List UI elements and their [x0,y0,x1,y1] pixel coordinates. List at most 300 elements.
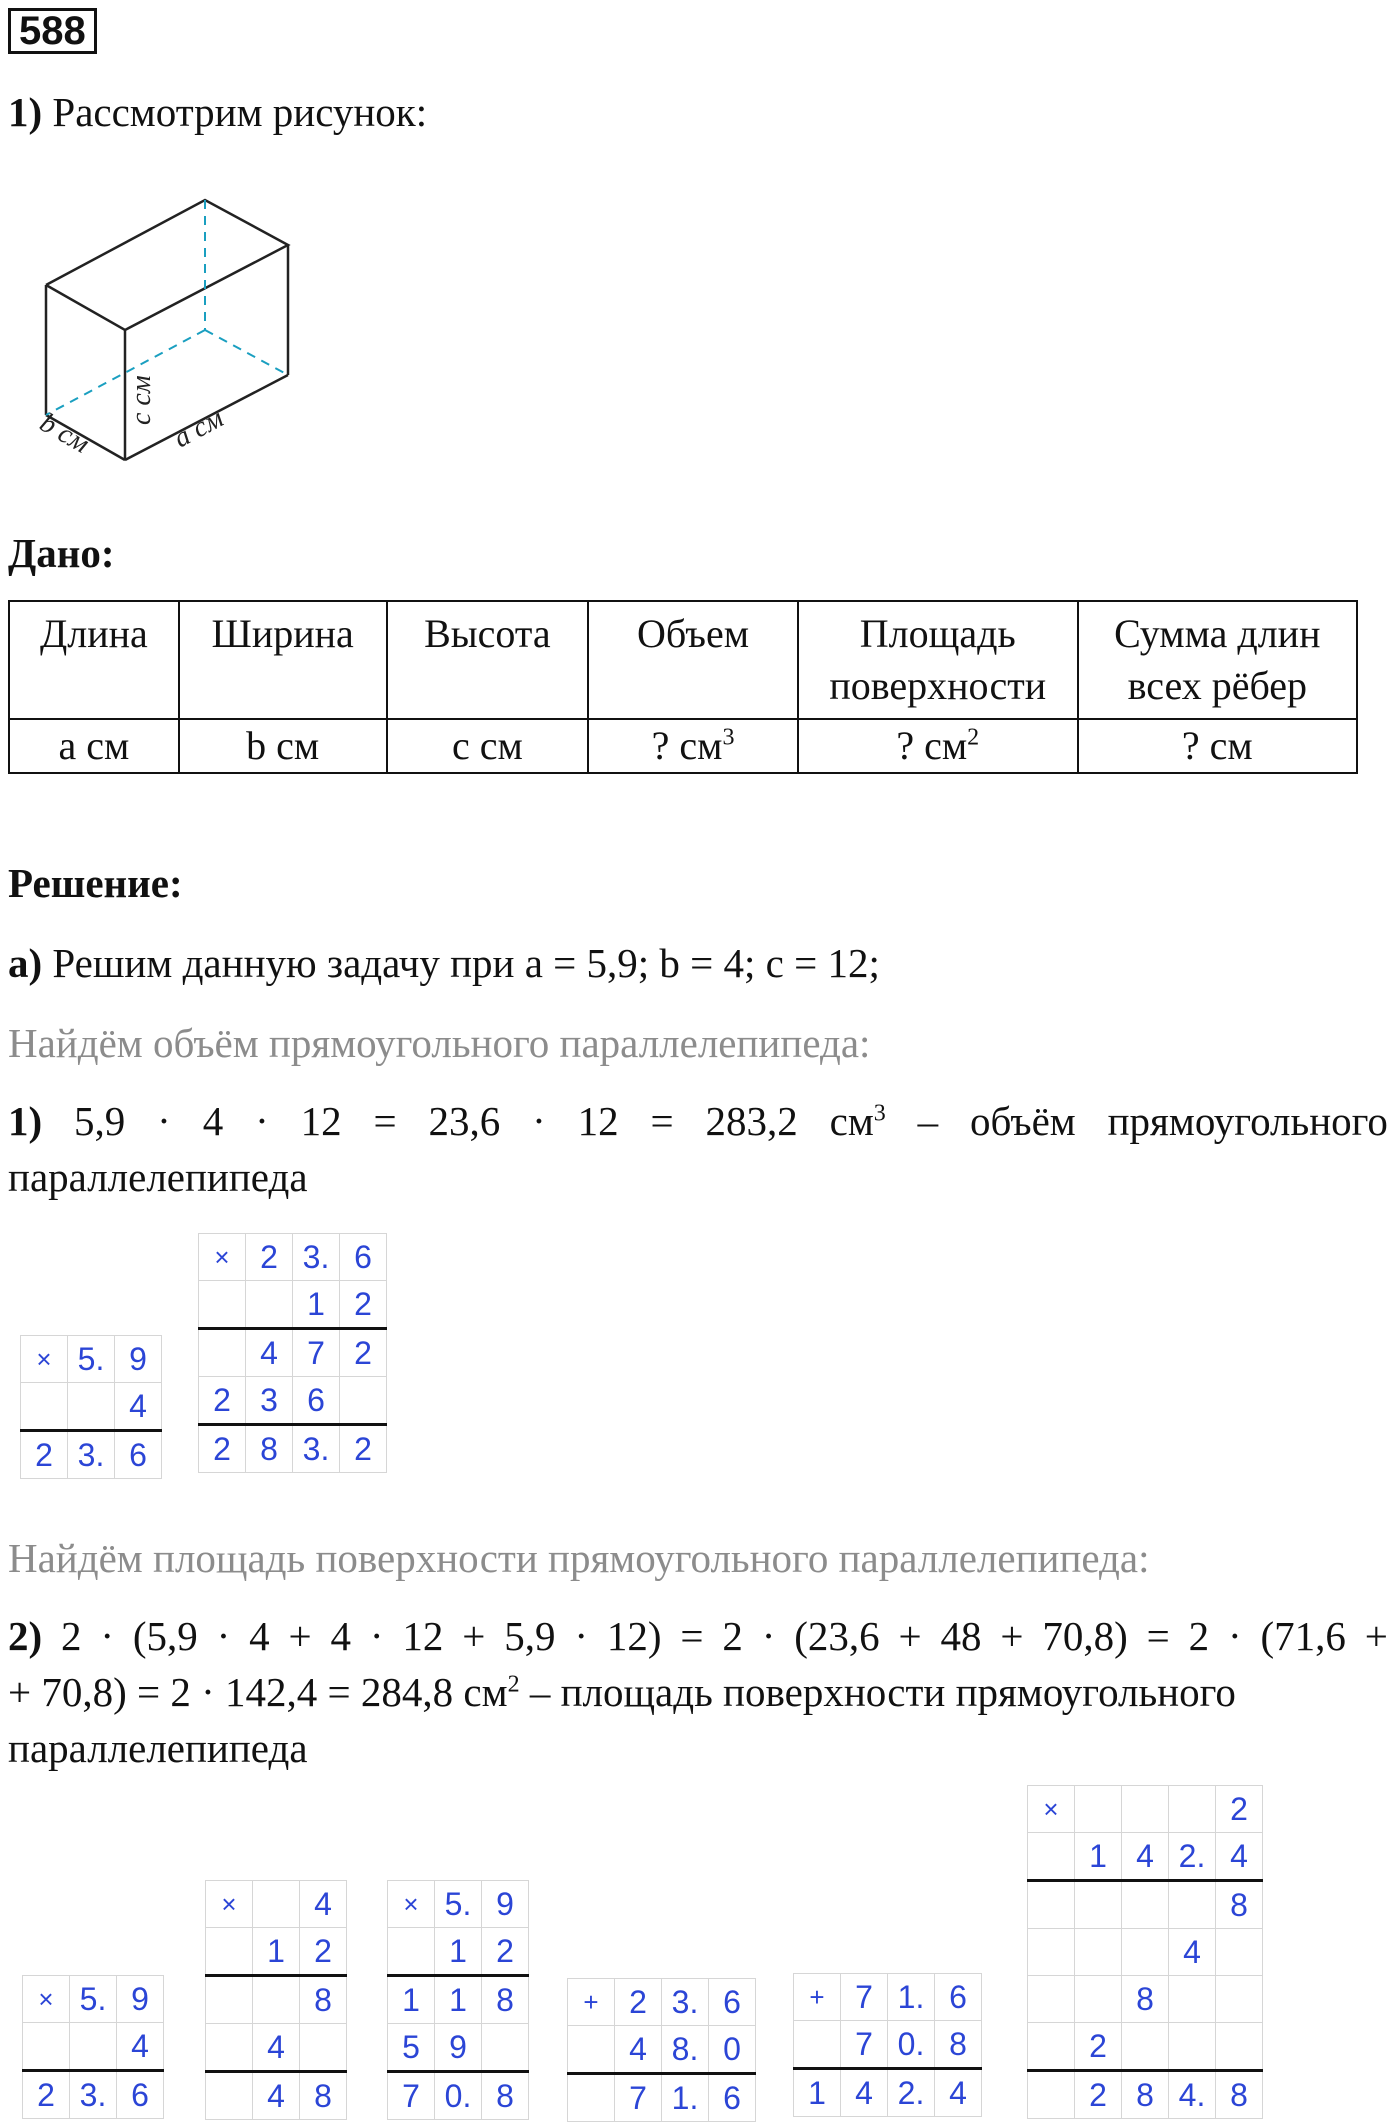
calc-cell: 7 [615,2074,662,2122]
calc-cell: 1. [888,1974,935,2021]
calc-cell: 2 [340,1281,387,1329]
math-token: – [917,1098,939,1144]
calc-row [388,1928,529,1976]
calc-row [1028,1786,1263,1833]
calc-cell [1169,1976,1216,2023]
math-token-wrap [1189,1608,1210,1664]
calc-cell: 2 [246,1234,293,1281]
math-token-wrap [133,1608,198,1664]
calc-cell [1028,1833,1075,1881]
calc-cell: 4 [1122,1833,1169,1881]
math-token-wrap [1260,1608,1345,1664]
math-token-wrap [331,1608,352,1664]
calc-cell: 4 [300,1881,347,1928]
calc-row [794,2021,982,2069]
math-token-wrap [8,1093,42,1149]
math-token: прямоугольного [1107,1098,1388,1144]
math-token: 70,8) [1042,1613,1128,1659]
calc-cell: 4 [115,1383,162,1431]
label-b: b см [34,407,95,460]
calc-cell: 2. [888,2069,935,2117]
calc-cell [1028,2071,1075,2119]
given-header-text: Высота [424,611,551,656]
math-token: = [1146,1613,1170,1659]
math-token: · [255,1098,269,1144]
math-token-wrap [289,1608,312,1664]
calc-cell: 4 [1169,1929,1216,1976]
calc-cell: + [794,1974,841,2021]
calc-cell [568,2074,615,2122]
solution-title: Решение: [8,860,183,906]
calc-cell: 5 [388,2024,435,2072]
calc-row [206,1881,347,1928]
math-token: · [761,1613,776,1659]
math-token-wrap [1108,1093,1388,1149]
math-token-wrap [706,1093,798,1149]
math-token-wrap [100,1608,114,1664]
calc-cell: 2 [1216,1786,1263,1833]
math-sup: 3 [873,1100,886,1127]
calc-cell: 1 [388,1976,435,2024]
math-token-wrap [301,1093,342,1149]
given-header-row [9,601,1357,719]
math-token-wrap [255,1093,269,1149]
math-token: 1) [8,1098,43,1144]
math-token-wrap [504,1608,555,1664]
math-token-wrap [722,1608,743,1664]
calc-cell: 0. [888,2021,935,2069]
calc-cell: 2 [1075,2023,1122,2071]
given-value-cell [9,719,179,773]
calc-cell: 8. [662,2026,709,2074]
part-a-text: Решим данную задачу при а = 5,9; b = 4; с = 12; [42,940,880,986]
calc-cell: 4 [615,2026,662,2074]
math-token-wrap [1147,1608,1170,1664]
calc-cell [70,2023,117,2071]
math-token-wrap [680,1608,703,1664]
calc-cell: 7 [293,1329,340,1377]
calc-cell: 3. [293,1425,340,1473]
calc-sum-71.6-70.8 [793,1973,982,2117]
problem-number: 588 [8,8,97,54]
math-token-wrap [1365,1608,1388,1664]
calc-row [23,1976,164,2023]
calc-cell [300,2024,347,2072]
math-token: 4 [202,1098,224,1144]
given-value-cell [588,719,798,773]
given-value-text: ? см [651,723,723,768]
math-token-wrap [578,1093,619,1149]
given-value-text: ? см [896,723,968,768]
calc-cell: 6 [340,1234,387,1281]
calc-cell: 9 [117,1976,164,2023]
calc-cell: 6 [115,1431,162,1479]
calc-row [1028,1929,1263,1976]
given-header-text: Объем [637,611,750,656]
calc-cell: 2 [21,1431,68,1479]
math-token: (71,6 [1260,1613,1346,1659]
math-token: + [898,1613,922,1659]
calc-cell [1028,1881,1075,1929]
given-header-cell [387,601,589,719]
calc-cell [1122,1786,1169,1833]
calc-cell [246,1281,293,1329]
calc-cell: 1 [435,1928,482,1976]
math-token: 2) [8,1613,43,1659]
part1-label: 1) [8,89,43,135]
calc-cell: 9 [435,2024,482,2072]
calc-cell: 5. [435,1881,482,1928]
calc-cell: 7 [388,2072,435,2120]
calc-cell: 3 [246,1377,293,1425]
calc-cell: 2. [1169,1833,1216,1881]
calc-cell [199,1281,246,1329]
math-token-wrap [217,1608,231,1664]
given-header-cell [798,601,1078,719]
calc-row [206,1928,347,1976]
parallelepiped-figure [20,170,320,480]
math-token: · [100,1613,115,1659]
calc-row [1028,1881,1263,1929]
calc-row [199,1377,387,1425]
calc-cell: 8 [482,2072,529,2120]
part-a-line [8,935,880,991]
calc-cell: 1 [293,1281,340,1329]
math-token: 12 [402,1613,444,1659]
given-header-cell [588,601,798,719]
calc-cell [21,1383,68,1431]
calc-cell: 6 [117,2071,164,2119]
calc-cell [1075,1929,1122,1976]
calc-sum-23.6-48 [567,1978,756,2122]
math-token-wrap [940,1608,981,1664]
calc-row [206,2072,347,2120]
math-token-wrap [794,1608,879,1664]
calc-cell: 3. [293,1234,340,1281]
math-token-wrap [1042,1608,1127,1664]
calc-cell [253,1976,300,2024]
calc-cell: × [206,1881,253,1928]
calc-5.9x4-a [20,1335,162,1479]
math-token-wrap [370,1608,384,1664]
calc-cell: × [199,1234,246,1281]
math-token-wrap [249,1608,270,1664]
calc-cell: 1 [253,1928,300,1976]
math-token: · [369,1613,384,1659]
math-token-wrap [61,1608,82,1664]
math-token: · [574,1613,588,1659]
given-header-text: поверхности [829,663,1047,708]
given-value-cell [179,719,387,773]
calc-cell: 4 [1216,1833,1263,1881]
calc-cell: 8 [300,2072,347,2120]
math-token-wrap [830,1093,886,1149]
calc-row [568,2074,756,2122]
calc-cell: × [23,1976,70,2023]
calc-cell: 8 [1216,2071,1263,2119]
step1-line [8,1093,1388,1149]
calc-row [388,1976,529,2024]
math-token: = [680,1613,704,1659]
math-token: (5,9 [132,1613,198,1659]
math-token-wrap [402,1608,443,1664]
calc-cell [206,1976,253,2024]
calc-row [1028,1833,1263,1881]
calc-cell: 8 [1122,1976,1169,2023]
calc-cell [1169,1881,1216,1929]
calc-row [1028,2071,1263,2119]
math-token: 283,2 [705,1098,798,1144]
calc-cell: 0. [435,2072,482,2120]
math-token: 23,6 [428,1098,501,1144]
calc-cell: 1 [794,2069,841,2117]
math-token-wrap [651,1093,674,1149]
calc-4x12 [205,1880,347,2120]
calc-cell: 2 [340,1329,387,1377]
math-token-wrap [1228,1608,1242,1664]
step2-sup: 2 [507,1671,520,1698]
calc-row [199,1234,387,1281]
step2-line2b: – площадь поверхности прямоугольного [519,1669,1236,1715]
calc-cell: 2 [340,1425,387,1473]
calc-cell: 6 [293,1377,340,1425]
math-token-wrap [373,1093,396,1149]
calc-row [568,1979,756,2026]
math-token: + [1000,1613,1024,1659]
calc-row [206,1976,347,2024]
calc-cell: 6 [709,2074,756,2122]
calc-cell: 9 [482,1881,529,1928]
calc-cell [1075,1976,1122,2023]
math-token-wrap [8,1608,42,1664]
calc-cell: 8 [1122,2071,1169,2119]
calc-cell [1028,1929,1075,1976]
given-header-cell [1078,601,1357,719]
calc-cell [206,1928,253,1976]
calc-row [21,1431,162,1479]
calc-row [388,2072,529,2120]
calc-cell [1169,2023,1216,2071]
math-token-wrap [462,1608,485,1664]
calc-cell: + [568,1979,615,2026]
calc-cell: × [1028,1786,1075,1833]
given-value-cell [798,719,1078,773]
calc-cell: 2 [23,2071,70,2119]
calc-cell [340,1377,387,1425]
given-header-cell [179,601,387,719]
given-table [8,600,1358,774]
given-header-text: Площадь [859,611,1016,656]
calc-row [21,1383,162,1431]
math-token-wrap [157,1093,171,1149]
calc-142.4x2 [1027,1785,1263,2119]
step2-line3: параллелепипеда [8,1725,308,1771]
calc-row [199,1425,387,1473]
calc-cell [1216,1976,1263,2023]
part1-text: Рассмотрим рисунок: [42,89,428,135]
calc-cell: 4 [117,2023,164,2071]
given-value-text: с см [451,723,523,768]
calc-row [1028,1976,1263,2023]
calc-cell [1122,1929,1169,1976]
calc-cell: × [21,1336,68,1383]
calc-cell [1028,2023,1075,2071]
calc-cell: 5. [68,1336,115,1383]
calc-cell [1122,1881,1169,1929]
calc-cell: 4 [246,1329,293,1377]
calc-cell: 2 [199,1425,246,1473]
calc-cell: 4. [1169,2071,1216,2119]
math-token: = [373,1098,397,1144]
calc-cell [568,2026,615,2074]
math-token: 4 [330,1613,352,1659]
calc-row [388,2024,529,2072]
math-token: · [216,1613,231,1659]
math-token: · [532,1098,546,1144]
math-token-wrap [762,1608,776,1664]
calc-row [206,2024,347,2072]
calc-cell [1028,1976,1075,2023]
part1-line [8,84,427,140]
calc-cell: 3. [68,1431,115,1479]
math-token-wrap [428,1093,500,1149]
math-token-wrap [1000,1608,1023,1664]
calc-cell: 8 [482,1976,529,2024]
label-a: a см [168,402,229,455]
calc-row [23,2071,164,2119]
given-header-text: Ширина [211,611,354,656]
calc-cell: 0 [709,2026,756,2074]
math-token-wrap [918,1093,939,1149]
calc-cell: 1 [435,1976,482,2024]
calc-row [23,2023,164,2071]
math-token: 48 [940,1613,982,1659]
calc-cell [1169,1786,1216,1833]
calc-cell: 2 [482,1928,529,1976]
given-header-cell [9,601,179,719]
math-token: 2 [722,1613,743,1659]
math-token: 2 [1188,1613,1210,1659]
given-value-text: ? см [1181,723,1253,768]
calc-cell [23,2023,70,2071]
calc-cell: 9 [115,1336,162,1383]
math-token: см [829,1098,874,1144]
calc-cell: 2 [199,1377,246,1425]
calc-cell: 1. [662,2074,709,2122]
calc-cell [1122,2023,1169,2071]
calc-row [794,2069,982,2117]
calc-cell: 4 [935,2069,982,2117]
calc-cell [1075,1786,1122,1833]
calc-cell: 4 [253,2024,300,2072]
calc-cell [68,1383,115,1431]
calc-cell [206,2024,253,2072]
calc-row [388,1881,529,1928]
math-token-wrap [74,1093,125,1149]
math-token: = [650,1098,674,1144]
given-value-text: а см [58,723,130,768]
math-token: + [462,1613,486,1659]
math-token-wrap [574,1608,588,1664]
calc-cell: 8 [246,1425,293,1473]
math-token: 12 [300,1098,342,1144]
given-value-cell [1078,719,1357,773]
calc-cell: 2 [615,1979,662,2026]
calc-cell: 6 [935,1974,982,2021]
calc-cell [794,2021,841,2069]
math-token-wrap [203,1093,224,1149]
calc-cell: 5. [70,1976,117,2023]
calc-cell: 4 [253,2072,300,2120]
calc-cell: 4 [841,2069,888,2117]
calc-row [1028,2023,1263,2071]
math-token: · [157,1098,171,1144]
calc-row [794,1974,982,2021]
math-token: объём [970,1098,1076,1144]
calc-cell: 7 [841,2021,888,2069]
given-value-sup: 3 [722,724,735,751]
given-header-text: Сумма длин [1114,611,1321,656]
given-header-text: всех рёбер [1127,663,1308,708]
calc-cell: 8 [935,2021,982,2069]
math-token-wrap [532,1093,546,1149]
math-token: + [288,1613,312,1659]
given-value-cell [387,719,589,773]
calc-cell [482,2024,529,2072]
calc-cell: × [388,1881,435,1928]
part-a-label: а) [8,940,43,986]
math-token: 4 [249,1613,270,1659]
given-value-text: b см [246,723,320,768]
calc-cell: 8 [300,1976,347,2024]
calc-row [21,1336,162,1383]
calc-cell: 8 [1216,1881,1263,1929]
calc-cell: 2 [300,1928,347,1976]
math-token: 12 [577,1098,619,1144]
calc-cell: 3. [662,1979,709,2026]
math-token-wrap [899,1608,922,1664]
calc-cell [1216,1929,1263,1976]
given-values-row [9,719,1357,773]
math-token: + [1364,1613,1388,1659]
calc-row [199,1281,387,1329]
calc-5.9x4-b [22,1975,164,2119]
calc-cell: 2 [1075,2071,1122,2119]
find-surface-heading: Найдём площадь поверхности прямоугольного параллелепипеда: [8,1535,1150,1581]
math-token: 2 [61,1613,82,1659]
math-token: 5,9 [504,1613,556,1659]
math-token: (23,6 [794,1613,880,1659]
calc-row [199,1329,387,1377]
given-header-text: Длина [39,611,148,656]
calc-cell [1075,1881,1122,1929]
calc-cell [206,2072,253,2120]
given-title: Дано: [8,530,115,576]
calc-cell: 1 [1075,1833,1122,1881]
given-value-sup: 2 [967,724,980,751]
calc-23.6x12 [198,1233,387,1473]
math-token-wrap [970,1093,1076,1149]
calc-cell [388,1928,435,1976]
calc-row [568,2026,756,2074]
step2-line2 [8,1664,1236,1720]
calc-cell [199,1329,246,1377]
step1-line2: параллелепипеда [8,1154,308,1200]
calc-cell: 6 [709,1979,756,2026]
math-token: 5,9 [74,1098,126,1144]
calc-cell: 7 [841,1974,888,2021]
step2-line2a: + 70,8) = 2 · 142,4 = 284,8 см [8,1669,508,1715]
